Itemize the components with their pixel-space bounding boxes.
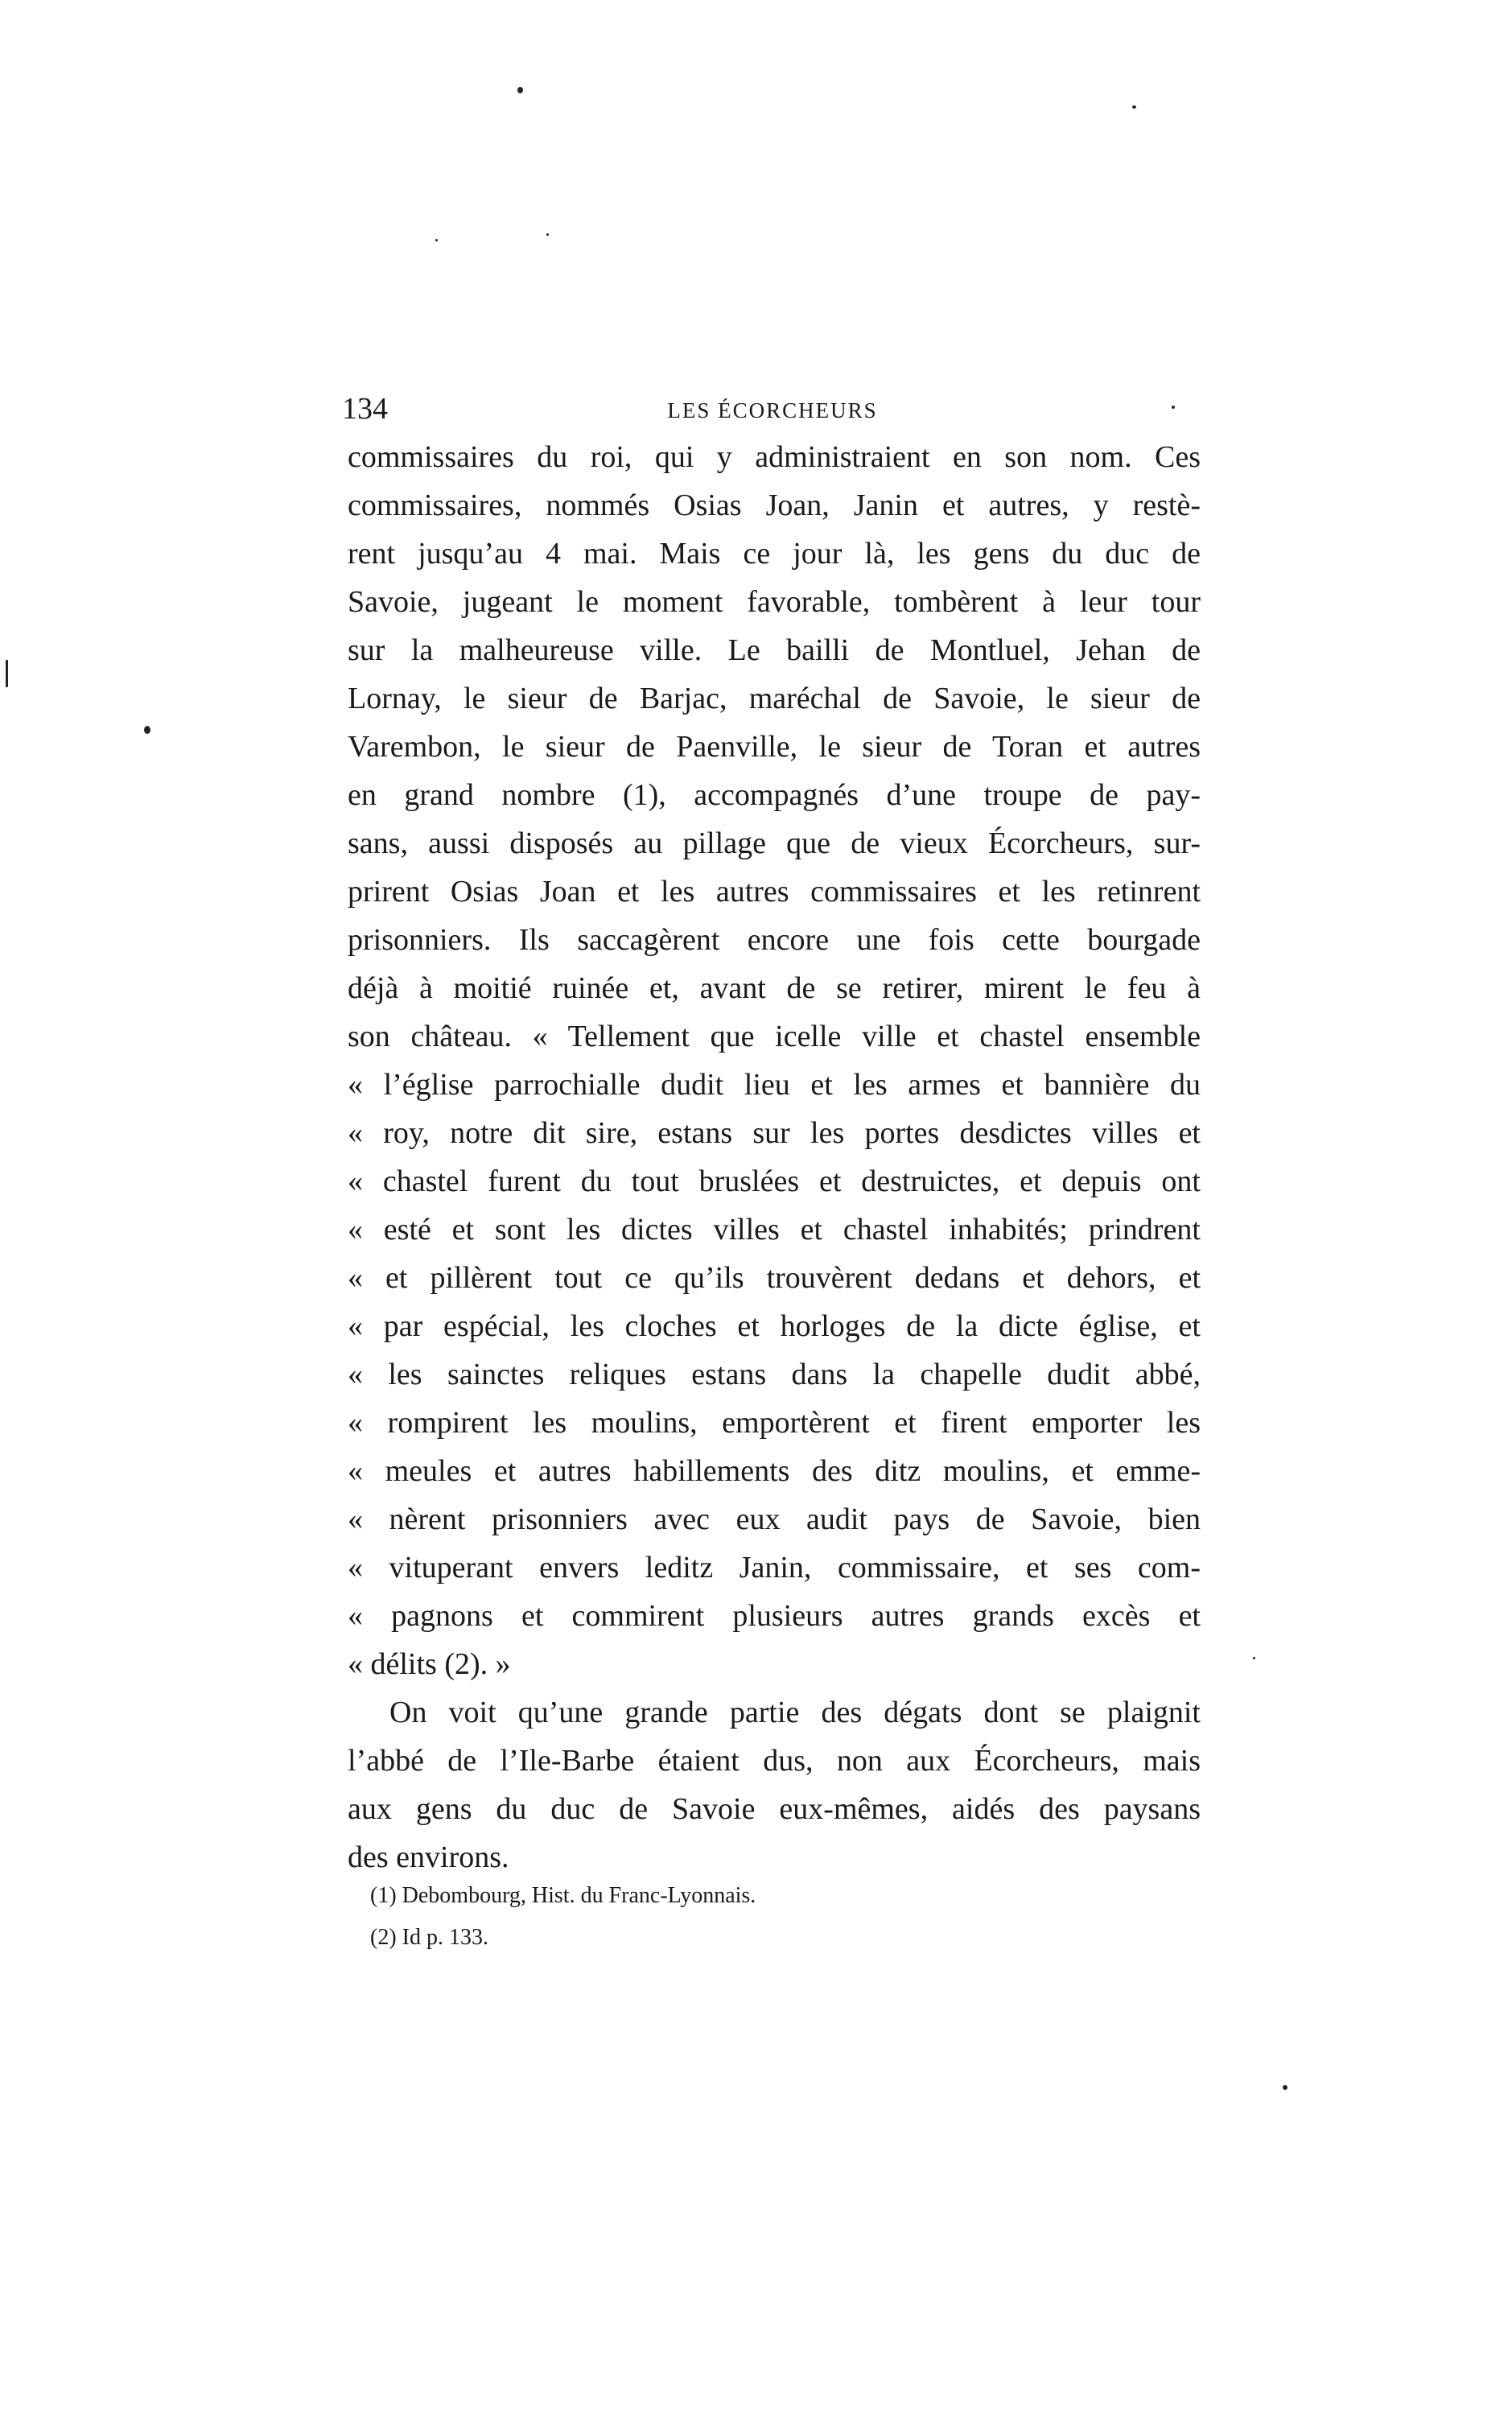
quote-line: « l’église parrochialle dudit lieu et les armes et bannière du — [348, 1068, 1201, 1102]
footnotes — [370, 1875, 933, 1959]
page-number: 134 — [342, 392, 388, 426]
quote-line: « les sainctes reliques estans dans la chapelle dudit abbé, — [348, 1358, 1201, 1391]
quote-line: « délits (2). » — [348, 1647, 511, 1681]
running-title: LES ÉCORCHEURS — [667, 398, 878, 422]
paragraph-start-line: On voit qu’une grande partie des dégats dont se plaignit — [389, 1696, 1201, 1729]
text-line: Lornay, le sieur de Barjac, maréchal de Savoie, le sieur de — [348, 682, 1201, 715]
text-line: prirent Osias Joan et les autres commissaires et les retinrent — [348, 875, 1201, 909]
quote-line: « chastel furent du tout bruslées et destruictes, et depuis ont — [348, 1164, 1201, 1198]
quote-line: « et pillèrent tout ce qu’ils trouvèrent dedans et dehors, et — [348, 1261, 1201, 1295]
text-line: commissaires du roi, qui y administraient en son nom. Ces — [348, 440, 1201, 474]
quote-line: « roy, notre dit sire, estans sur les portes desdictes villes et — [348, 1116, 1201, 1150]
text-line: rent jusqu’au 4 mai. Mais ce jour là, les gens du duc de — [348, 537, 1201, 571]
quote-line: « nèrent prisonniers avec eux audit pays de Savoie, bien — [348, 1502, 1201, 1536]
text-line: prisonniers. Ils saccagèrent encore une fois cette bourgade — [348, 923, 1201, 957]
text-line: commissaires, nommés Osias Joan, Janin et autres, y restè- — [348, 488, 1201, 522]
page-header — [342, 389, 1203, 428]
text-line: Savoie, jugeant le moment favorable, tombèrent à leur tour — [348, 585, 1201, 619]
scan-speck — [517, 87, 523, 93]
quote-line: « rompirent les moulins, emportèrent et firent emporter les — [348, 1406, 1201, 1440]
scan-speck — [546, 233, 549, 236]
text-line: Varembon, le sieur de Paenville, le sieur de Toran et autres — [348, 730, 1201, 764]
text-line: l’abbé de l’Ile-Barbe étaient dus, non aux Écorcheurs, mais — [348, 1744, 1201, 1778]
text-line: sur la malheureuse ville. Le bailli de Montluel, Jehan de — [348, 633, 1201, 667]
scan-speck — [1283, 2085, 1287, 2090]
scan-speck — [1253, 1657, 1255, 1659]
footnote: (2) Id p. 133. — [370, 1925, 488, 1950]
text-line: en grand nombre (1), accompagnés d’une troupe de pay- — [348, 778, 1201, 812]
quote-line: « meules et autres habillements des ditz moulins, et emme- — [348, 1454, 1201, 1488]
scan-speck — [6, 660, 8, 687]
quote-line: « pagnons et commirent plusieurs autres grands excès et — [348, 1599, 1201, 1633]
text-line: aux gens du duc de Savoie eux-mêmes, aidés des paysans — [348, 1792, 1201, 1826]
footnote: (1) Debombourg, Hist. du Franc-Lyonnais. — [370, 1883, 756, 1908]
scan-speck — [435, 239, 438, 241]
quote-line: « vituperant envers leditz Janin, commissaire, et ses com- — [348, 1551, 1201, 1585]
text-line: déjà à moitié ruinée et, avant de se retirer, mirent le feu à — [348, 971, 1201, 1005]
scan-speck — [144, 726, 150, 734]
body-text — [348, 433, 1201, 1881]
text-line: sans, aussi disposés au pillage que de vieux Écorcheurs, sur- — [348, 826, 1201, 860]
scan-speck — [1172, 406, 1175, 409]
quote-line: « esté et sont les dictes villes et chastel inhabités; prindrent — [348, 1213, 1201, 1247]
text-line: son château. « Tellement que icelle ville et chastel ensemble — [348, 1020, 1201, 1053]
scan-speck — [1132, 105, 1136, 109]
text-line: des environs. — [348, 1840, 509, 1874]
quote-line: « par espécial, les cloches et horloges de la dicte église, et — [348, 1309, 1201, 1343]
